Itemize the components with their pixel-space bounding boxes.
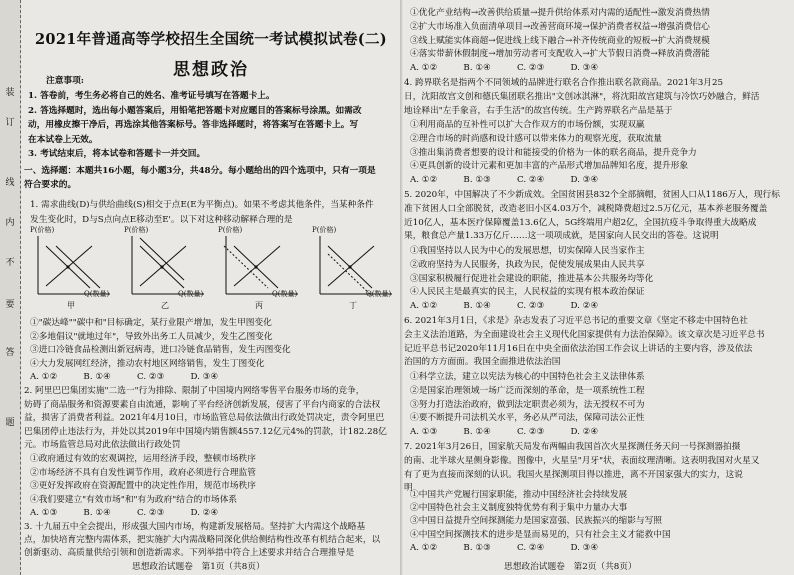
- question-7-stem: 7. 2021年3月26日，国家航天局发布两幅由我国首次火星探测任务天问一号探测器拍摄: [404, 442, 741, 452]
- chart-caption: 甲: [67, 301, 75, 310]
- question-2-option: ④我们要建立"有效市场"和"有为政府"结合的市场体系: [30, 494, 238, 505]
- question-5-option: ④人民民主是最真实的民主，人民权益的实现有根本政治保证: [410, 287, 645, 298]
- question-4-option: ①利用商品的互补性可以扩大合作双方的市场份额，实现双赢: [410, 120, 645, 130]
- question-2-option: ①政府通过有效的宏观调控，运用经济手段，整顿市场秩序: [30, 454, 256, 464]
- section-instruction: 符合要求的。: [24, 179, 77, 190]
- binding-char: 要: [5, 300, 15, 310]
- question-1-option: ②多地倡议"就地过年"，导致外出务工人员减少，发生乙图变化: [30, 331, 273, 342]
- question-6-option: ②是国家治理领域一场广泛而深刻的革命，是一项系统性工程: [410, 385, 645, 396]
- question-6-option: ①科学立法，建立以宪法为核心的中国特色社会主义法律体系: [410, 372, 645, 382]
- binding-char: 订: [5, 118, 15, 128]
- question-1-stem: 1. 需求曲线(D)与供给曲线(S)相交于点E(E为平衡点)。如果不考虑其他条件，当某种条件: [30, 200, 374, 210]
- question-3-option: ③线上赋能实体商超→促进线上线下融合→补齐传统商业的短板→扩大消费规模: [410, 35, 710, 46]
- question-3-option: ④落实带薪休假制度→增加劳动者可支配收入→扩大节假日消费→释放消费潜能: [410, 49, 710, 60]
- question-5-stem: 准下贫困人口全部脱贫，改造老旧小区4.03万个，减税降费超过2.5万亿元，基本养老服务覆盖: [404, 203, 768, 214]
- question-7-option: ④中国空间探测技术的进步是显而易见的，只有社会主义才能救中国: [410, 529, 671, 540]
- question-7-option: ①中国共产党履行国家职能，推动中国经济社会持续发展: [410, 490, 628, 500]
- question-4-stem: 地诠释出"左手象音，右手生活"的故宫传统。生产跨界联名产品是基于: [404, 105, 673, 116]
- supply-demand-chart-3: [218, 226, 300, 320]
- x-axis-label: Q(数量): [178, 290, 204, 298]
- question-1-option: ④大力发展网红经济，推动农村地区网络销售，发生丁图变化: [30, 358, 265, 369]
- question-2-option: A. ①③ B. ①④ C. ②③ D. ②④: [30, 508, 219, 518]
- page-left: [22, 0, 400, 575]
- question-4-option: ③推出集消费者想要的设计和能接受的价格为一体的联名商品，提升竞争力: [410, 147, 697, 158]
- chart-caption: 丙: [255, 301, 263, 310]
- notes-line: 在本试卷上无效。: [28, 134, 98, 145]
- question-7-option: ③中国日益提升空间探测能力是国家富强、民族振兴的缩影与写照: [410, 516, 662, 527]
- question-7-option: ②中国特色社会主义制度独特优势有利于集中力量办大事: [410, 503, 628, 514]
- question-7-stem: 有了更为直接而深刻的认识。我国火星探测项目得以推进，离不开国家强大的实力，这说: [404, 469, 743, 480]
- question-4-stem: 日，沈阳故宫文创和德氏集团联名推出"文创冰淇淋"，将沈阳故宫建筑与冷饮巧妙融合，鲜活: [404, 91, 760, 102]
- question-5-option: ①我国坚持以人民为中心的发展思想，切实保障人民当家作主: [410, 246, 645, 256]
- question-2-stem: 元。市场监管总局对此依法做出行政处罚: [24, 440, 181, 450]
- y-axis-label: P(价格): [30, 226, 55, 234]
- question-4-option: A. ①② B. ①③ C. ②④ D. ③④: [410, 175, 599, 186]
- question-1-option: ①"碳达峰""碳中和"目标确定，某行业限产增加，发生甲图变化: [30, 318, 272, 328]
- binding-char: 不: [5, 258, 15, 268]
- question-1-option: A. ①② B. ①④ C. ②③ D. ③④: [30, 372, 219, 382]
- binding-char: 题: [5, 418, 15, 428]
- binding-char: 装: [5, 88, 15, 98]
- y-axis-label: P(价格): [124, 226, 149, 234]
- question-6-option: A. ①③ B. ①④ C. ②③ D. ②④: [410, 427, 599, 438]
- equilibrium-point: [254, 265, 257, 268]
- question-2-option: ②市场经济不具有自发性调节作用，政府必须进行合理监管: [30, 467, 256, 478]
- question-6-option: ④要不断提升司法机关水平，务必从严司法，保障司法公正性: [410, 413, 645, 424]
- question-3-stem: 3. 十九届五中全会提出，形成强大国内市场，构建新发展格局。坚持扩大内需这个战略基: [24, 522, 366, 532]
- question-6-stem: 治国的方方面面。我国全面推进依法治国: [404, 357, 561, 368]
- question-5-option: ②政府坚持为人民服务，执政为民，促使发展成果由人民共享: [410, 259, 645, 270]
- notes-line: 3. 考试结束后，将本试卷和答题卡一并交回。: [28, 149, 206, 159]
- exam-subject: 思想政治: [173, 60, 249, 80]
- equilibrium-point: [160, 265, 163, 268]
- y-axis-label: P(价格): [218, 226, 243, 234]
- question-2-stem: 益，损害了消费者利益。2021年4月10日，市场监管总局依法做出行政处罚决定，责令阿里巴: [24, 413, 385, 423]
- section-instruction: 一、选择题：本题共16小题，每小题3分，共48分。每小题给出的四个选项中，只有一项是: [24, 165, 376, 176]
- question-5-stem: 5. 2020年，中国解决了不少新成效。全国贫困县832个全部摘帽，贫困人口从1186万人，现行标: [404, 190, 780, 200]
- question-6-option: ③努力打造法治政府，做到法定职责必须为，法无授权不可为: [410, 399, 645, 410]
- question-7-option: A. ①② B. ①③ C. ②④ D. ③④: [410, 542, 599, 553]
- shifted-curve: [56, 246, 100, 288]
- question-2-stem: 2. 阿里巴巴集团实施"二选一"行为排除、限制了中国境内网络零售平台服务市场的竞争，: [24, 386, 365, 396]
- supply-demand-chart-2: [124, 226, 206, 320]
- question-1-option: ③进口冷链食品检测出新冠病毒，进口冷链食品销售，发生丙图变化: [30, 345, 291, 355]
- page-footer-left: 思想政治试题卷 第1页（共8页）: [132, 562, 265, 572]
- question-3-option: ②扩大市场准入负面清单项目→改善营商环境→保护消费者权益→增强消费信心: [410, 21, 710, 32]
- x-axis-label: Q(数量): [366, 290, 392, 298]
- question-5-option: A. ①② B. ①④ C. ②③ D. ②④: [410, 301, 599, 312]
- question-3-stem: 创新驱动、高质量供给引领和创造新需求。下列举措中符合上述要求并结合合理推导是: [24, 548, 355, 559]
- shifted-curve: [224, 246, 268, 288]
- chart-caption: 乙: [161, 301, 169, 310]
- equilibrium-point: [66, 265, 69, 268]
- question-6-stem: 会主义法治道路，为全面建设社会主义现代化国家提供有力法治保障》。该文章次是习近平总书: [404, 329, 765, 340]
- question-5-stem: 果，粮食总产量1.33万亿斤……这一项项成就，是国家向人民交出的答卷。这说明: [404, 231, 719, 242]
- binding-margin: [0, 0, 21, 575]
- x-axis-label: Q(数量): [84, 290, 110, 298]
- x-axis-label: Q(数量): [272, 290, 298, 298]
- question-4-stem: 4. 跨界联名是指两个不同领域的品牌进行联名合作推出联名款商品。2021年3月25: [404, 78, 724, 88]
- equilibrium-point: [348, 265, 351, 268]
- question-2-option: ③更好发挥政府在资源配置中的决定性作用，规范市场秩序: [30, 481, 256, 491]
- question-3-option: A. ①② B. ①④ C. ②③ D. ③④: [410, 63, 599, 74]
- chart-caption: 丁: [349, 301, 357, 310]
- notes-line: 1. 答卷前，考生务必将自己的姓名、准考证号填写在答题卡上。: [28, 91, 275, 101]
- shifted-curve: [140, 238, 184, 280]
- y-axis-label: P(价格): [312, 226, 337, 234]
- question-2-stem: 妨碍了商品服务和资源要素自由流通，影响了平台经济创新发展，侵害了平台内商家的合法权: [24, 399, 381, 410]
- page-right: [404, 0, 790, 575]
- supply-demand-chart-1: [30, 226, 112, 320]
- binding-char: 答: [5, 348, 15, 358]
- question-4-option: ②理合市场的时尚感和设计感可以带来体力的观察光度，获取流量: [410, 133, 662, 144]
- notes-line: 2. 答选择题时，选出每小题答案后，用铅笔把答题卡对应题目的答案标号涂黑。如需改: [28, 105, 362, 116]
- binding-char: 线: [5, 178, 15, 188]
- supply-demand-chart-4: [312, 226, 394, 320]
- question-5-stem: 近10亿人，基本医疗保障覆盖13.6亿人，5G终端用户超2亿，全国抗疫斗争取得重大战略成: [404, 217, 757, 228]
- question-4-option: ④更具创新的设计元素和更加丰富的产品形式增加品牌知名度，提升形象: [410, 161, 688, 172]
- notes-line: 动，用橡皮擦干净后，再选涂其他答案标号。答非选择题时，将答案写在答题卡上。写: [28, 120, 359, 130]
- page-footer-right: 思想政治试题卷 第2页（共8页）: [504, 562, 637, 572]
- question-5-option: ③国家积极履行促进社会建设的职能，推进基本公共服务均等化: [410, 273, 654, 284]
- notes-heading: 注意事项:: [46, 76, 84, 86]
- exam-title: 2021年普通高等学校招生全国统一考试模拟试卷(二): [35, 31, 387, 48]
- question-2-stem: 巴集团停止违法行为，并处以其2019年中国境内销售额4557.12亿元4%的罚款，计182.28亿: [24, 426, 387, 437]
- binding-char: 内: [5, 218, 15, 228]
- question-6-stem: 6. 2021年3月1日，《求是》杂志发表了习近平总书记的重要文章《坚定不移走中国特色社: [404, 316, 748, 326]
- question-3-option: ①优化产业结构→改善供给质量→提升供给体系对内需的适配性→激发消费热情: [410, 8, 710, 18]
- question-6-stem: 记近平总书记2020年11月16日在中央全面依法治国工作会议上讲话的主要内容，涉及依法: [404, 343, 753, 354]
- question-3-stem: 点，加快培育完整内需体系，把实施扩大内需战略同深化供给侧结构性改革有机结合起来，以: [24, 535, 381, 546]
- question-7-stem: 的南、北半球火星侧身影像。图像中，火星呈"月牙"状，表面纹理清晰。这表明我国对火星又: [404, 455, 760, 466]
- question-1-stem: 发生变化时，D与S点向点E移动至E'。以下对这种移动解释合理的是: [30, 214, 293, 225]
- question-7-stem: 明: [404, 483, 413, 494]
